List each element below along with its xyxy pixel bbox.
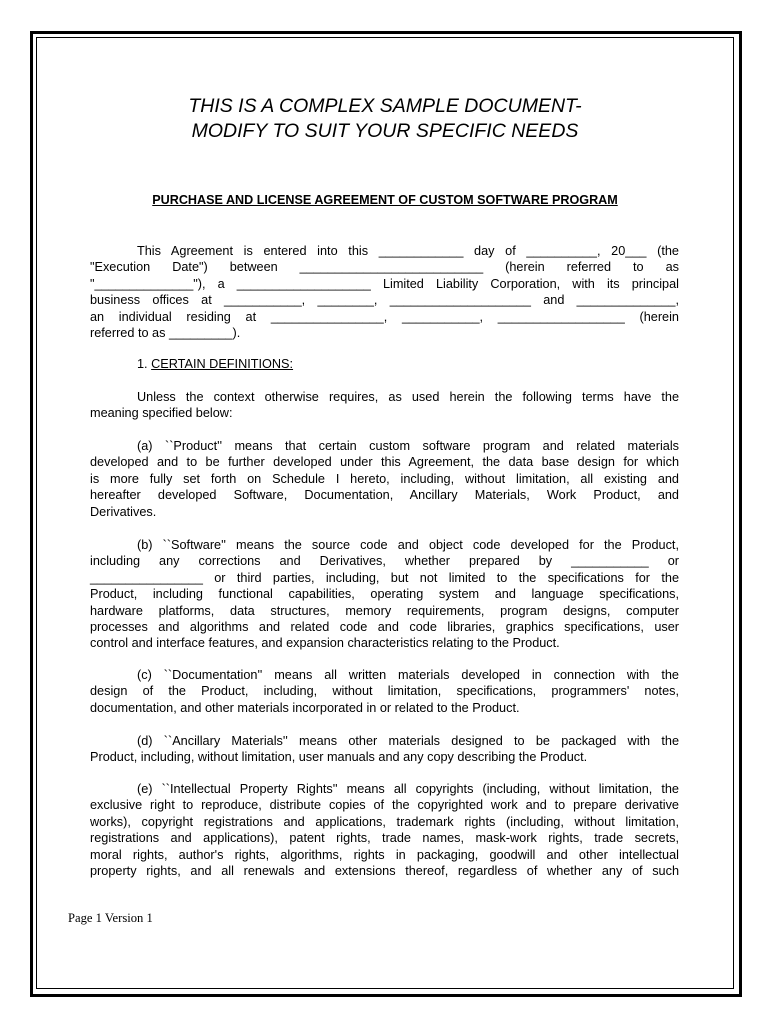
paragraph-line: (c) ``Documentation'' means all written materials developed in connection with the — [137, 668, 679, 682]
paragraph-line: "Execution Date") between __________________________ (herein referred to as — [90, 260, 679, 275]
definition-c-paragraph — [90, 667, 679, 716]
section-number: 1. — [137, 357, 148, 371]
agreement-heading: PURCHASE AND LICENSE AGREEMENT OF CUSTOM SOFTWARE PROGRAM — [152, 193, 618, 207]
paragraph-line: including any corrections and Derivatives, whether prepared by ___________ or — [90, 554, 679, 569]
paragraph-line: an individual residing at ________________, ___________, __________________ (herein — [90, 309, 679, 324]
document-title-line-1: THIS IS A COMPLEX SAMPLE DOCUMENT- — [188, 95, 582, 117]
paragraph-line: (b) ``Software'' means the source code and object code developed for the Product, — [137, 538, 679, 552]
paragraph-line: is more fully set forth on Schedule I hereto, including, without limitation, all existing and — [90, 471, 679, 486]
page-footer: Page 1 Version 1 — [68, 911, 153, 925]
paragraph-line: registrations and applications), patent rights, trade names, mask-work rights, trade secrets, — [90, 831, 679, 846]
definition-e-paragraph — [90, 781, 679, 879]
definition-d-paragraph — [90, 733, 679, 766]
paragraph-line: ________________ or third parties, including, but not limited to the specifications for the — [90, 570, 679, 585]
paragraph-line: developed and to be further developed under this Agreement, the data base design for which — [90, 455, 679, 470]
intro-paragraph — [90, 243, 679, 341]
paragraph-line: works), copyright registrations and applications, trademark rights (including, without limitation, — [90, 814, 679, 829]
definition-a-paragraph — [90, 438, 679, 520]
paragraph-line: (e) ``Intellectual Property Rights'' means all copyrights (including, without limitation, the — [137, 782, 679, 796]
section-title: CERTAIN DEFINITIONS: — [151, 357, 294, 371]
paragraph-line: (a) ``Product'' means that certain custom software program and related materials — [137, 439, 679, 453]
paragraph-line: processes and algorithms and related code and code libraries, graphics specifications, user — [90, 620, 679, 635]
paragraph-line: business offices at ___________, ________, ____________________ and ______________, — [90, 293, 679, 308]
paragraph-line: Product, including, without limitation, user manuals and any copy describing the Product. — [90, 750, 588, 765]
document-title-line-2: MODIFY TO SUIT YOUR SPECIFIC NEEDS — [191, 120, 579, 142]
paragraph-line: "______________"), a ___________________ Limited Liability Corporation, with its principal — [90, 276, 679, 291]
paragraph-line: hereafter developed Software, Documentation, Ancillary Materials, Work Product, and — [90, 488, 679, 503]
paragraph-line: Product, including functional capabilities, operating system and language specifications, — [90, 587, 679, 602]
definitions-intro-paragraph — [90, 389, 679, 422]
paragraph-line: control and interface features, and expansion characteristics relating to the Product. — [90, 636, 560, 651]
paragraph-line: documentation, and other materials incorporated in or related to the Product. — [90, 700, 520, 715]
paragraph-line: Unless the context otherwise requires, as used herein the following terms have the — [137, 390, 679, 404]
paragraph-line: hardware platforms, data structures, memory requirements, program designs, computer — [90, 603, 679, 618]
section-1-heading — [137, 356, 293, 372]
paragraph-line: This Agreement is entered into this ____________ day of __________, 20___ (the — [137, 244, 679, 258]
paragraph-line: moral rights, author's rights, algorithms, rights in packaging, goodwill and other intellectual — [90, 847, 679, 862]
paragraph-line: meaning specified below: — [90, 406, 233, 421]
paragraph-line: exclusive right to reproduce, distribute copies of the copyrighted work and to prepare derivative — [90, 798, 679, 813]
paragraph-line: referred to as _________). — [90, 326, 241, 341]
definition-b-paragraph — [90, 537, 679, 652]
paragraph-line: property rights, and all renewals and extensions thereof, regardless of whether any of such — [90, 864, 679, 879]
paragraph-line: Derivatives. — [90, 504, 157, 519]
paragraph-line: (d) ``Ancillary Materials'' means other materials designed to be packaged with the — [137, 734, 679, 748]
paragraph-line: design of the Product, including, without limitation, specifications, programmers' notes, — [90, 684, 679, 699]
